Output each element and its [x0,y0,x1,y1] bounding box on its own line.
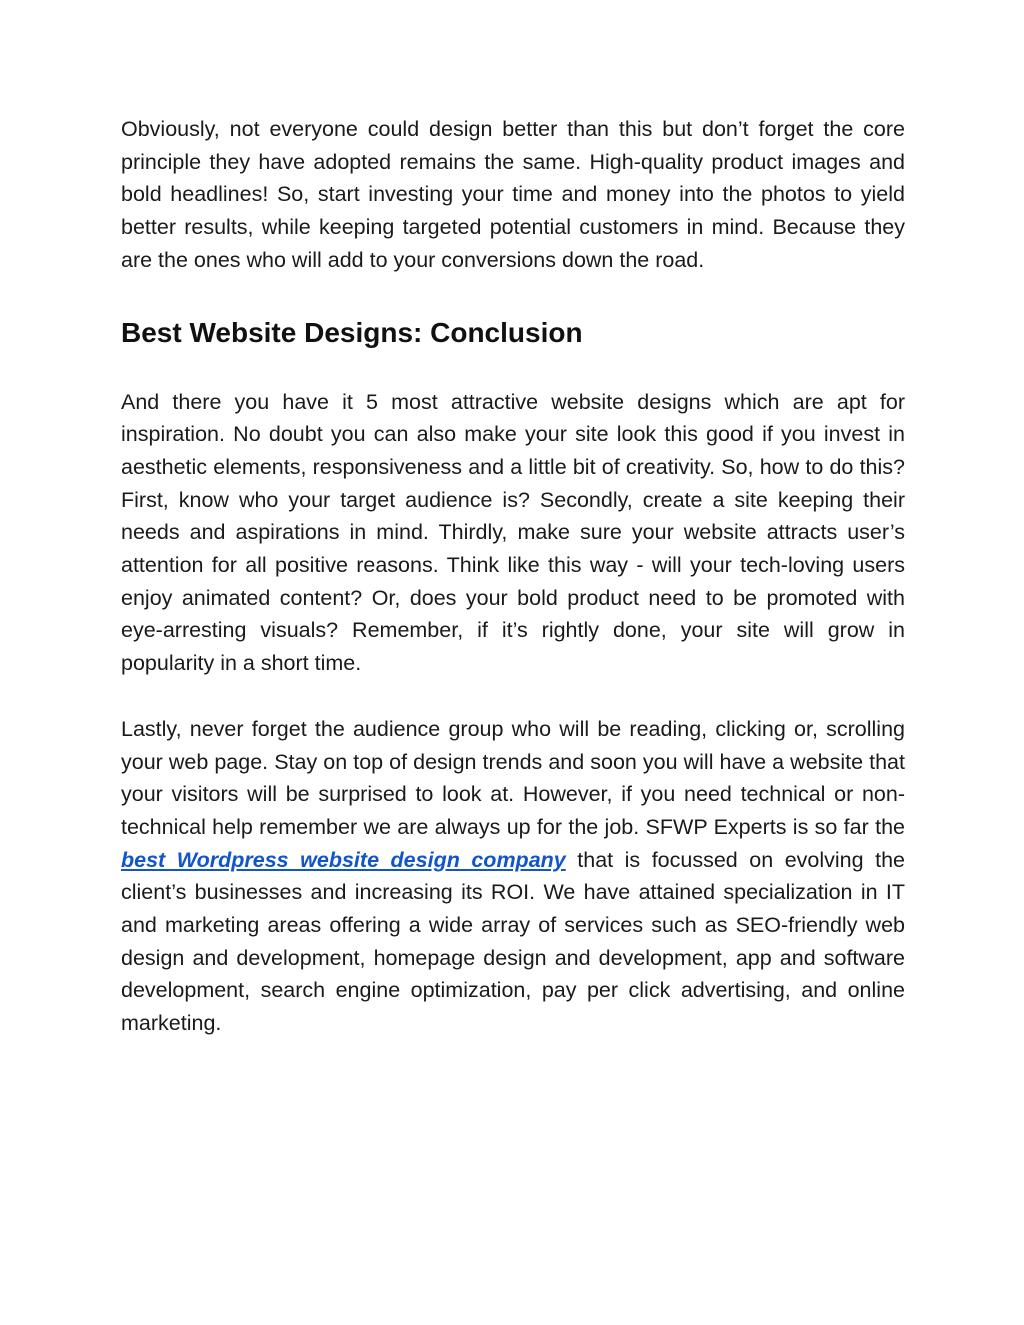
intro-paragraph: Obviously, not everyone could design better than this but don’t forget the core principle they have adopted remains the same. High-quality product images and bold headlines! So, start investing your time and money into the photos to yield better results, while keeping targeted potential customers in mind. Because they are the ones who will add to your conversions down the road. [121,117,905,272]
document-page [121,113,905,1040]
company-link[interactable]: best Wordpress website design company [121,847,566,872]
conclusion-paragraph: And there you have it 5 most attractive website designs which are apt for inspiration. No doubt you can also make your site look this good if you invest in aesthetic elements, responsiveness and a little bit of creativity. So, how to do this? First, know who your target audience is? Secondly, create a site keeping their needs and aspirations in mind. Thirdly, make sure your website attracts user’s attention for all positive reasons. Think like this way - will your tech-loving users enjoy animated content? Or, does your bold product need to be promoted with eye-arresting visuals? Remember, if it’s rightly done, your site will grow in popularity in a short time. [121,389,905,676]
closing-paragraph [121,713,905,1040]
closing-text-after-link: that is focussed on evolving the client’s businesses and increasing its ROI. We have attained specialization in IT and marketing areas offering a wide array of services such as SEO-friendly web design and development, homepage design and development, app and software development, search engine optimization, pay per click advertising, and online marketing. [121,847,906,1036]
closing-text-before-link: Lastly, never forget the audience group who will be reading, clicking or, scrolling your web page. Stay on top of design trends and soon you will have a website that your visitors will be surprised to look at. However, if you need technical or non-technical help remember we are always up for the job. SFWP Experts is so far the [121,716,905,839]
section-heading: Best Website Designs: Conclusion [121,316,583,348]
